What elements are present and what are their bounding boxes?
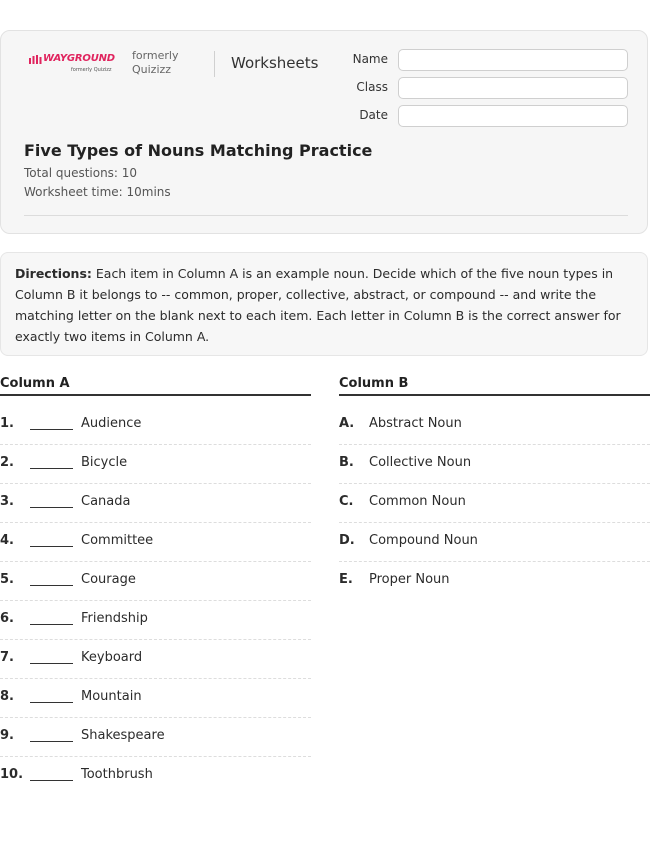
answer-blank[interactable] [30,663,73,664]
item-number: 7. [0,650,14,665]
item-number: 5. [0,572,14,587]
name-field[interactable] [398,49,628,71]
header-bottom-divider [24,215,628,216]
column-a-item [0,679,311,718]
answer-blank[interactable] [30,741,73,742]
column-a-item [0,445,311,484]
answer-blank[interactable] [30,429,73,430]
worksheet-time: Worksheet time: 10mins [24,185,171,199]
item-letter: C. [339,494,354,509]
answer-blank[interactable] [30,624,73,625]
item-letter: D. [339,533,355,548]
column-b-heading: Column B [339,376,650,396]
item-text: Compound Noun [369,533,478,548]
section-title: Worksheets [231,54,319,72]
item-number: 1. [0,416,14,431]
item-text: Mountain [81,689,142,704]
answer-blank[interactable] [30,546,73,547]
quizizz-line: Quizizz [132,63,172,76]
column-a-item [0,757,311,796]
column-b-item [339,484,650,523]
logo-mark-icon [29,55,43,65]
column-b-item [339,562,650,601]
answer-blank[interactable] [30,780,73,781]
answer-blank[interactable] [30,468,73,469]
column-a-item [0,601,311,640]
item-text: Keyboard [81,650,143,665]
header-divider [214,51,215,77]
item-text: Proper Noun [369,572,450,587]
class-field[interactable] [398,77,628,99]
name-label: Name [352,52,388,66]
column-a-item [0,718,311,757]
item-letter: B. [339,455,354,470]
logo-wordmark: WAYGROUND [43,53,115,64]
column-a-item [0,523,311,562]
formerly-quizizz [132,49,179,77]
total-questions: Total questions: 10 [24,166,138,180]
item-number: 10. [0,767,24,782]
column-a-item [0,562,311,601]
column-a-heading: Column A [0,376,311,396]
item-number: 3. [0,494,14,509]
item-letter: A. [339,416,355,431]
item-text: Audience [81,416,142,431]
column-a-item [0,406,311,445]
item-number: 9. [0,728,14,743]
item-text: Canada [81,494,131,509]
item-text: Collective Noun [369,455,472,470]
item-text: Toothbrush [81,767,153,782]
item-text: Abstract Noun [369,416,462,431]
column-a-item [0,640,311,679]
class-label: Class [356,80,388,94]
logo-subtext: formerly Quizizz [71,67,112,73]
item-number: 4. [0,533,14,548]
wayground-logo [29,53,117,77]
column-b-item [339,445,650,484]
item-number: 6. [0,611,14,626]
column-b-item [339,523,650,562]
column-a-item [0,484,311,523]
item-number: 8. [0,689,14,704]
worksheet-title: Five Types of Nouns Matching Practice [24,141,373,160]
formerly-line: formerly [132,49,179,62]
answer-blank[interactable] [30,702,73,703]
directions-box [0,252,648,356]
item-text: Courage [81,572,136,587]
directions-text: Each item in Column A is an example noun. Decide which of the five noun types in Column B it belongs to -- common, proper, collective, abstract, or compound -- and write the matching letter on the blank next to each item. Each letter in Column B is the correct answer for exactly two items in Column A. [15,266,621,344]
answer-blank[interactable] [30,507,73,508]
worksheet-header [0,30,648,234]
item-text: Committee [81,533,154,548]
item-text: Bicycle [81,455,128,470]
answer-blank[interactable] [30,585,73,586]
item-letter: E. [339,572,353,587]
item-text: Shakespeare [81,728,165,743]
item-text: Common Noun [369,494,466,509]
directions-label: Directions: [15,266,92,281]
date-label: Date [359,108,388,122]
item-number: 2. [0,455,14,470]
date-field[interactable] [398,105,628,127]
column-b-item [339,406,650,445]
item-text: Friendship [81,611,148,626]
